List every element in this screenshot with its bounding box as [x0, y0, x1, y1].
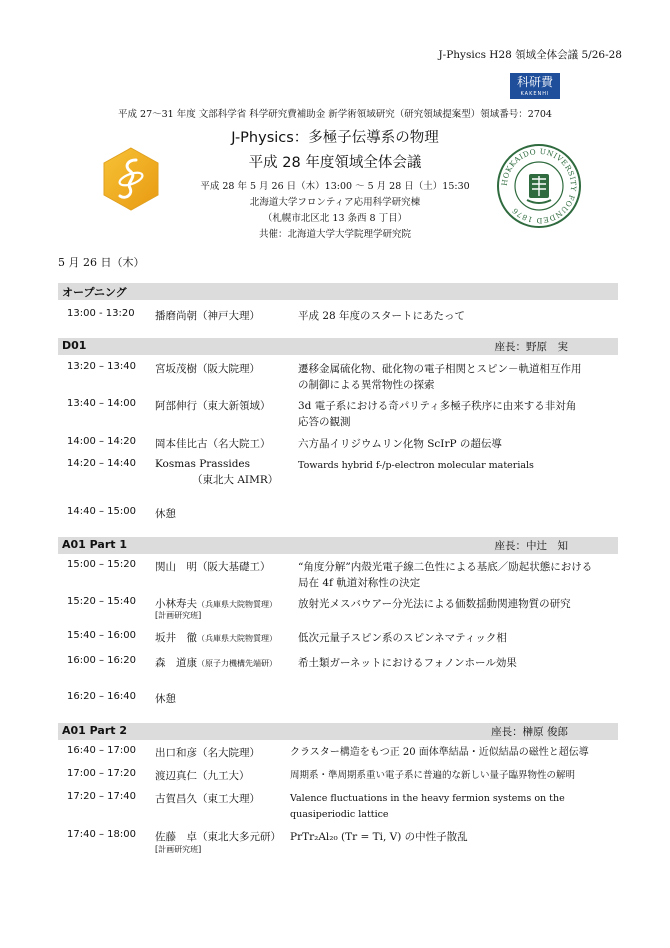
section-chair: 座長：榊原 俊郎 [491, 726, 568, 738]
talk-speaker-affiliation: （東北大 AIMR） [192, 474, 279, 486]
talk-speaker-note: [計画研究班] [155, 611, 202, 620]
talk-title-line: quasiperiodic lattice [290, 809, 389, 820]
section-name: A01 Part 1 [62, 538, 128, 551]
talk-speaker-note: [計画研究班] [155, 845, 202, 854]
talk-speaker [155, 596, 277, 611]
talk-speaker [155, 630, 277, 645]
section-name: オープニング [62, 286, 127, 299]
grant-line: 平成 27〜31 年度 文部科学省 科学研究費補助金 新学術領域研究（研究領域提案型）領域番号：2704 [118, 109, 552, 120]
talk-time: 17:00 – 17:20 [67, 768, 136, 779]
talk-speaker: 播磨尚朝（神戸大理） [155, 310, 260, 322]
section-name: A01 Part 2 [62, 724, 128, 737]
talk-time: 17:40 – 18:00 [67, 829, 136, 840]
talk-title [290, 791, 604, 823]
talk-title: クラスター構造をもつ正 20 面体準結晶・近似結晶の磁性と超伝導 [290, 747, 589, 758]
break-time: 16:20 – 16:40 [67, 691, 136, 702]
talk-title: PrTr₂Al₂₀ (Tr = Ti, V) の中性子散乱 [290, 831, 468, 843]
talk-speaker-affiliation: （原子力機構先端研） [197, 659, 277, 668]
talk-speaker: 渡辺真仁（九工大） [155, 770, 250, 782]
talk-time: 13:40 – 14:00 [67, 398, 136, 409]
talk-title: 希土類ガーネットにおけるフォノンホール効果 [298, 657, 517, 669]
section-name: D01 [62, 339, 87, 352]
break-label: 休憩 [155, 693, 176, 705]
kakenhi-logo-sub: KAKENHI [520, 91, 550, 97]
talk-time: 15:20 – 15:40 [67, 596, 136, 607]
section-bar-a01-part1 [58, 537, 618, 554]
talk-title-line: 遷移金属硫化物、砒化物の電子相関とスピン－軌道相互作用 [298, 363, 582, 375]
talk-title [298, 361, 604, 393]
talk-title: 低次元量子スピン系のスピンネマティック相 [298, 632, 507, 644]
talk-title: 放射光メスバウアー分光法による価数揺動関連物質の研究 [298, 598, 571, 610]
talk-title-line: “角度分解”内殻光電子線二色性による基底／励起状態における [298, 561, 593, 573]
meeting-address: （札幌市北区北 13 条西 8 丁目） [262, 213, 408, 224]
talk-speaker: 佐藤 卓（東北大多元研） [155, 831, 281, 843]
day-heading: 5 月 26 日（木） [58, 256, 145, 269]
talk-title-line: 3d 電子系における奇パリティ多極子秩序に由来する非対角 [298, 400, 577, 412]
kakenhi-logo [510, 73, 560, 99]
talk-time: 13:20 – 13:40 [67, 361, 136, 372]
talk-speaker: 出口和彦（名大院理） [155, 747, 260, 759]
talk-speaker-name: 坂井 徹 [155, 632, 197, 644]
talk-time: 13:00 - 13:20 [67, 308, 135, 319]
talk-title: 六方晶イリジウムリン化物 ScIrP の超伝導 [298, 438, 502, 450]
header-meeting-ref: J-Physics H28 領域全体会議 5/26-28 [438, 49, 622, 61]
talk-title: Towards hybrid f-/p-electron molecular materials [298, 460, 534, 471]
svg-text:HOKKAIDO UNIVERSITY FOUNDED 1: HOKKAIDO UNIVERSITY FOUNDED 1876 [499, 146, 579, 226]
section-bar-opening [58, 283, 618, 300]
section-chair: 座長：野原 実 [494, 341, 568, 353]
section-chair: 座長：中辻 知 [494, 540, 568, 552]
page-title: J-Physics：多極子伝導系の物理 [231, 130, 439, 146]
talk-title-line: 応答の観測 [298, 416, 351, 428]
j-physics-logo-icon [100, 146, 162, 216]
section-bar-a01-part2 [58, 723, 618, 740]
break-time: 14:40 – 15:00 [67, 506, 136, 517]
hokkaido-university-seal-icon [496, 143, 582, 233]
talk-title-line: の制御による異常物性の探索 [298, 379, 435, 391]
talk-title: 平成 28 年度のスタートにあたって [298, 310, 466, 322]
talk-speaker: 関山 明（阪大基礎工） [155, 561, 271, 573]
talk-time: 15:40 – 16:00 [67, 630, 136, 641]
meeting-dates: 平成 28 年 5 月 26 日（木）13:00 〜 5 月 28 日（土）15:30 [200, 181, 470, 192]
talk-title-line: 局在 4f 軌道対称性の決定 [298, 577, 421, 589]
meeting-venue: 北海道大学フロンティア応用科学研究棟 [249, 197, 421, 208]
talk-time: 15:00 – 15:20 [67, 559, 136, 570]
talk-speaker: 岡本佳比古（名大院工） [155, 438, 271, 450]
talk-time: 14:00 – 14:20 [67, 436, 136, 447]
talk-speaker-affiliation: （兵庫県大院物質理） [197, 600, 277, 609]
meeting-cohost: 共催：北海道大学大学院理学研究院 [258, 229, 411, 240]
talk-speaker-name: 森 道康 [155, 657, 197, 669]
talk-title [298, 559, 604, 591]
talk-speaker [155, 655, 277, 670]
talk-speaker-name: 小林寿夫 [155, 598, 197, 610]
talk-speaker: 古賀昌久（東工大理） [155, 793, 260, 805]
talk-title-line: Valence fluctuations in the heavy fermion systems on the [290, 793, 565, 804]
talk-speaker: 阿部伸行（東大新領域） [155, 400, 271, 412]
talk-speaker-affiliation: （兵庫県大院物質理） [197, 634, 277, 643]
kakenhi-logo-text: 科研費 [516, 75, 553, 89]
talk-time: 17:20 – 17:40 [67, 791, 136, 802]
talk-title [298, 398, 604, 430]
talk-time: 16:00 – 16:20 [67, 655, 136, 666]
talk-speaker: 宮坂茂樹（阪大院理） [155, 363, 260, 375]
page-subtitle: 平成 28 年度領域全体会議 [248, 155, 422, 171]
talk-time: 14:20 – 14:40 [67, 458, 136, 469]
talk-title: 周期系・準周期系重い電子系に普遍的な新しい量子臨界物性の解明 [290, 770, 576, 781]
break-label: 休憩 [155, 508, 176, 520]
talk-time: 16:40 – 17:00 [67, 745, 136, 756]
talk-speaker: Kosmas Prassides [155, 458, 251, 470]
section-bar-d01 [58, 338, 618, 355]
